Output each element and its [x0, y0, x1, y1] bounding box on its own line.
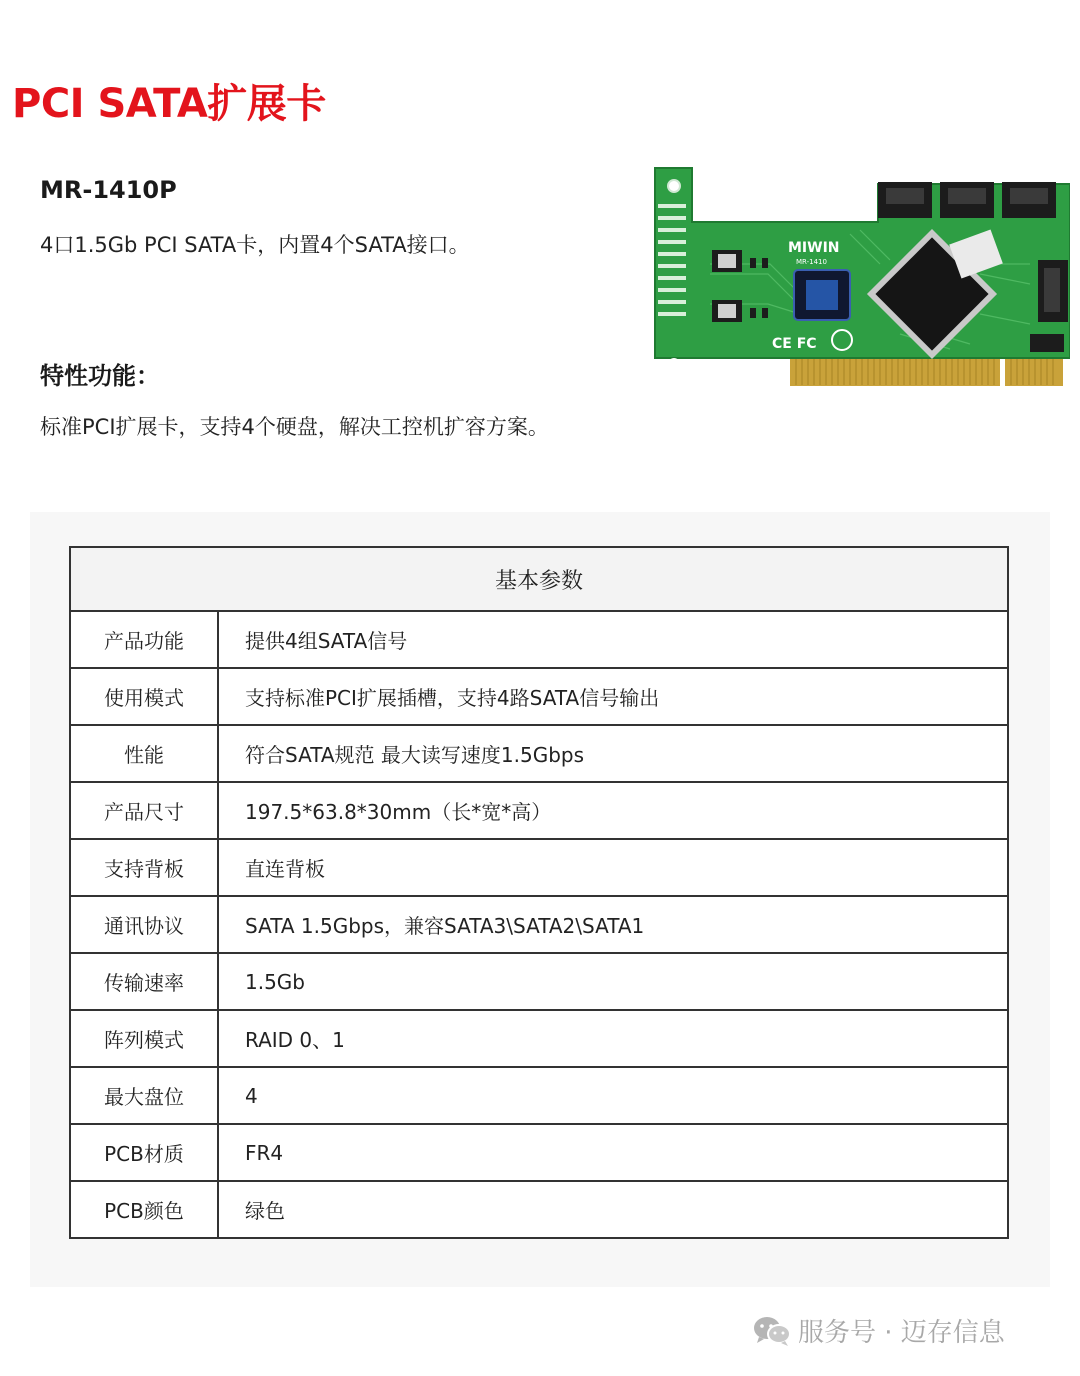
- footer-text: 服务号 · 迈存信息: [798, 1318, 1005, 1348]
- spec-value: RAID 0、1: [218, 1010, 1008, 1067]
- spec-label: 阵列模式: [70, 1010, 218, 1067]
- spec-label: 传输速率: [70, 953, 218, 1010]
- spec-label: 支持背板: [70, 839, 218, 896]
- spec-value: 4: [218, 1067, 1008, 1124]
- table-row: [70, 1124, 1008, 1181]
- spec-label: 使用模式: [70, 668, 218, 725]
- table-row: [70, 1067, 1008, 1124]
- board-model: MR-1410: [796, 258, 827, 266]
- spec-value: 提供4组SATA信号: [218, 611, 1008, 668]
- spec-label: 产品尺寸: [70, 782, 218, 839]
- features-heading: 特性功能：: [40, 362, 160, 390]
- product-description: 4口1.5Gb PCI SATA卡，内置4个SATA接口。: [40, 233, 470, 257]
- footer-attribution[interactable]: [752, 1312, 1005, 1349]
- spec-value: FR4: [218, 1124, 1008, 1181]
- svg-text:CE FC: CE FC: [772, 336, 817, 352]
- table-row: [70, 896, 1008, 953]
- spec-value: 197.5*63.8*30mm（长*宽*高）: [218, 782, 1008, 839]
- spec-value: 直连背板: [218, 839, 1008, 896]
- table-row: [70, 725, 1008, 782]
- wechat-icon: [752, 1315, 792, 1347]
- spec-table-heading: 基本参数: [70, 547, 1008, 611]
- table-row: [70, 953, 1008, 1010]
- table-row: [70, 1181, 1008, 1238]
- spec-value: 符合SATA规范 最大读写速度1.5Gbps: [218, 725, 1008, 782]
- table-row: [70, 782, 1008, 839]
- spec-label: 最大盘位: [70, 1067, 218, 1124]
- spec-value: 支持标准PCI扩展插槽，支持4路SATA信号输出: [218, 668, 1008, 725]
- product-image: [650, 164, 1070, 392]
- spec-table-header-row: [70, 547, 1008, 611]
- spec-value: 绿色: [218, 1181, 1008, 1238]
- spec-label: 产品功能: [70, 611, 218, 668]
- spec-table: [69, 546, 1009, 1239]
- spec-value: 1.5Gb: [218, 953, 1008, 1010]
- spec-label: 性能: [70, 725, 218, 782]
- spec-label: PCB材质: [70, 1124, 218, 1181]
- page-title: PCI SATA扩展卡: [12, 81, 326, 127]
- board-brand: MIWIN: [788, 240, 840, 256]
- spec-value: SATA 1.5Gbps，兼容SATA3\SATA2\SATA1: [218, 896, 1008, 953]
- table-row: [70, 839, 1008, 896]
- table-row: [70, 1010, 1008, 1067]
- features-text: 标准PCI扩展卡，支持4个硬盘，解决工控机扩容方案。: [40, 415, 549, 439]
- spec-label: PCB颜色: [70, 1181, 218, 1238]
- table-row: [70, 611, 1008, 668]
- table-row: [70, 668, 1008, 725]
- spec-label: 通讯协议: [70, 896, 218, 953]
- product-model: MR-1410P: [40, 176, 177, 204]
